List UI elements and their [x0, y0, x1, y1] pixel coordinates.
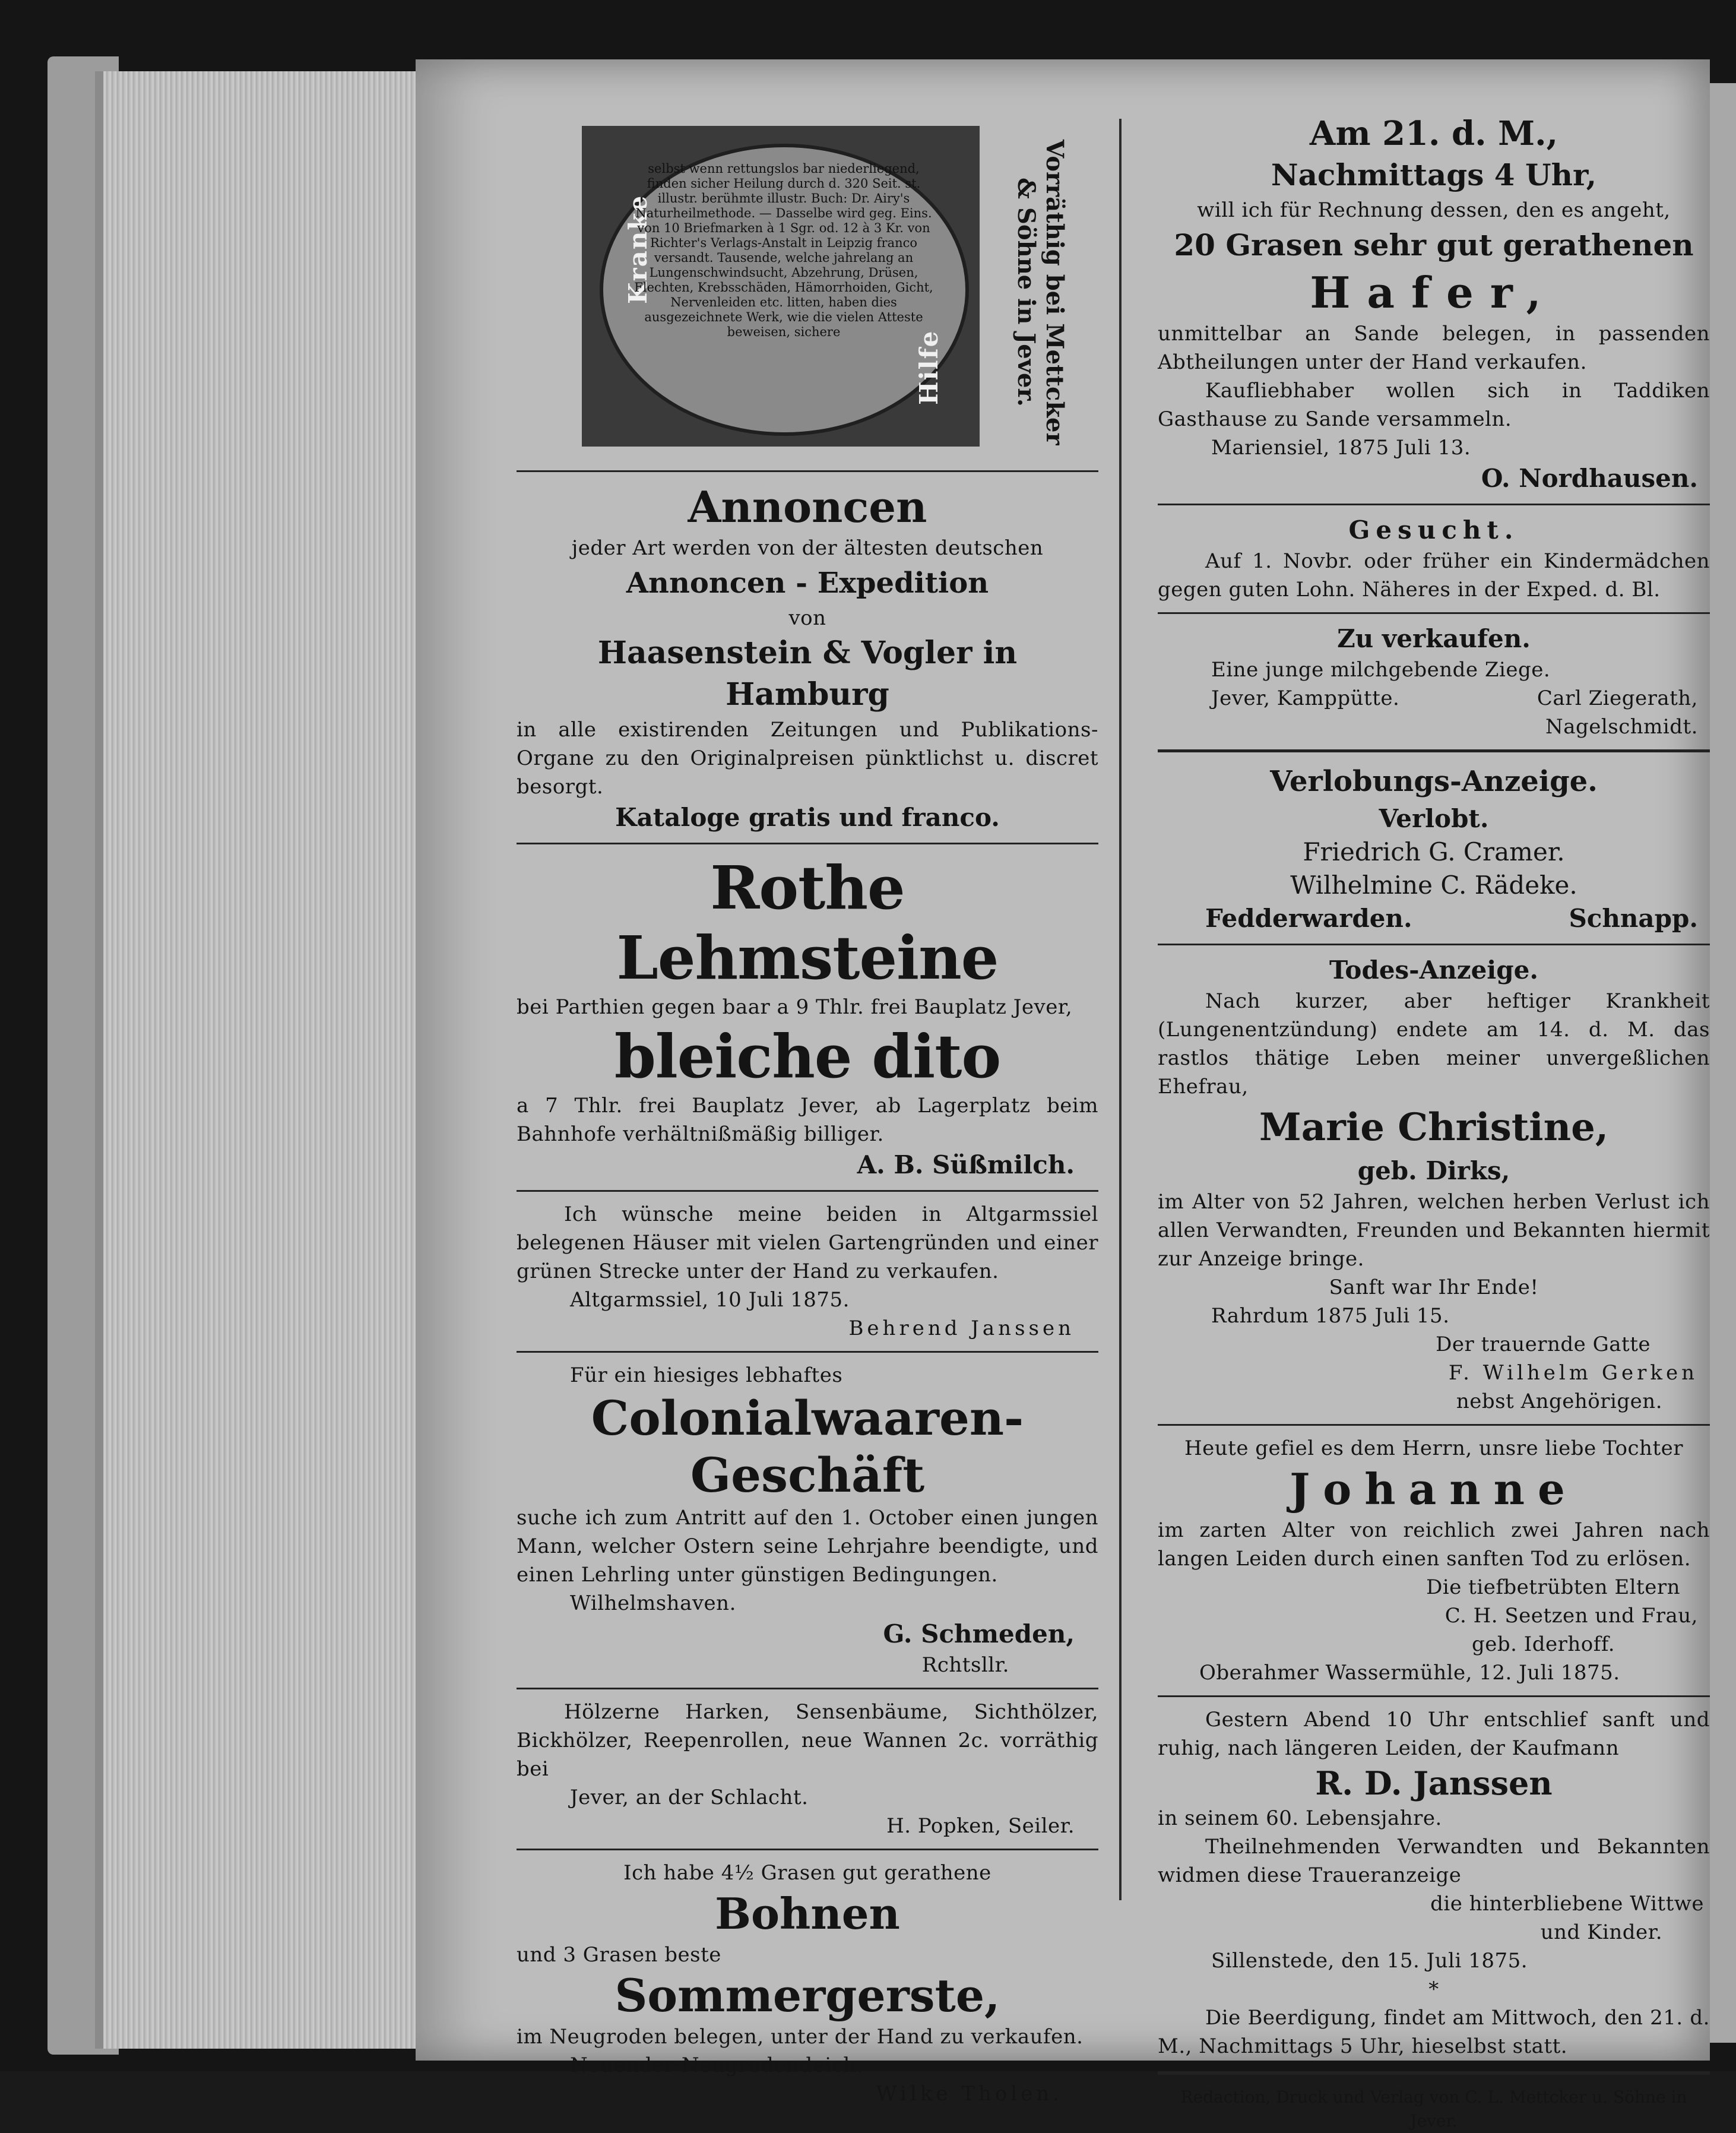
bohnen-place: Neuender-Neugrodendeich. — [570, 2053, 863, 2077]
annoncen-subtitle: Annoncen - Expedition — [626, 567, 989, 600]
haeuser-body: Ich wünsche meine beiden in Altgarmssiel belegenen Häuser mit vielen Gartengründen und einer grünen Strecke unter der Hand zu verkaufen. — [517, 1202, 1098, 1283]
todes-place: Rahrdum 1875 Juli 15. — [1211, 1304, 1450, 1328]
todes-born: geb. Dirks, — [1357, 1156, 1510, 1185]
janssen-name: R. D. Janssen — [1315, 1764, 1553, 1802]
janssen-body3: Die Beerdigung, findet am Mittwoch, den 21. d. M., Nachmittags 5 Uhr, hieselbst statt. — [1158, 2006, 1710, 2058]
janssen-signature2: und Kinder. — [1540, 1920, 1662, 1944]
colonial-title: Colonialwaaren-Geschäft — [591, 1390, 1024, 1503]
verkaufen-title: Zu verkaufen. — [1337, 624, 1531, 653]
next-page-edge — [1710, 83, 1736, 2043]
janssen-place: Sillenstede, den 15. Juli 1875. — [1211, 1949, 1528, 1973]
hafer-line2: 20 Grasen sehr gut gerathenen — [1174, 227, 1694, 262]
verlobung-title: Verlobungs-Anzeige. — [1270, 765, 1598, 798]
verlobung-name2: Wilhelmine C. Rädeke. — [1290, 871, 1577, 900]
janssen-stars: * — [1428, 1977, 1439, 2001]
right-column — [1158, 113, 1710, 2133]
rule — [517, 1688, 1098, 1689]
annoncen-title: Annoncen — [688, 482, 927, 532]
verlobung-place2: Schnapp. — [1569, 904, 1698, 933]
hafer-line: will ich für Rechnung dessen, den es angeht, — [1197, 198, 1671, 222]
rule — [1158, 612, 1710, 614]
janssen-body2: Theilnehmenden Verwandten und Bekannten widmen diese Traueranzeige — [1158, 1835, 1710, 1887]
todes-name: Marie Christine, — [1259, 1105, 1609, 1150]
verkaufen-signature: Carl Ziegerath, — [1537, 686, 1698, 710]
rule — [517, 470, 1098, 472]
annoncen-line: jeder Art werden von der ältesten deutschen — [571, 536, 1044, 560]
verkaufen-place-row — [1158, 684, 1710, 713]
verkaufen-body: Eine junge milchgebende Ziege. — [1211, 658, 1551, 682]
todes-signature2: F. Wilhelm Gerken — [1448, 1361, 1698, 1385]
bohnen-line2: und 3 Grasen beste — [517, 1943, 721, 1967]
harken-body: Hölzerne Harken, Sensenbäume, Sichthölzer, Bickhölzer, Reepenrollen, neue Wannen 2c. vorräthig bei — [517, 1700, 1098, 1781]
lehmsteine-body: bei Parthien gegen baar a 9 Thlr. frei Bauplatz Jever, — [517, 995, 1073, 1019]
annoncen-body: in alle existirenden Zeitungen und Publikations-Organe zu den Originalpreisen pünktlichst u. discret besorgt. — [517, 718, 1098, 799]
johanne-name: Johanne — [1290, 1464, 1578, 1514]
colonial-body: suche ich zum Antritt auf den 1. October einen jungen Mann, welcher Ostern seine Lehrjahre beendigte, und einen Lehrling unter günstigen Bedingungen. — [517, 1506, 1098, 1587]
lehmsteine-title2: bleiche dito — [614, 1021, 1001, 1091]
verkaufen-place: Jever, Kamppütte. — [1211, 686, 1400, 710]
johanne-signature1: Die tiefbetrübten Eltern — [1426, 1575, 1680, 1599]
column-divider — [1119, 119, 1122, 1900]
hafer-body2: Kaufliebhaber wollen sich in Taddiken Gasthause zu Sande versammeln. — [1158, 379, 1710, 431]
rule — [517, 1351, 1098, 1353]
todes-body: Nach kurzer, aber heftiger Krankheit (Lungenentzündung) endete am 14. d. M. das rastlos thätige Leben meiner unvergeßlichen Ehefrau, — [1158, 989, 1710, 1099]
janssen-body: Gestern Abend 10 Uhr entschlief sanft und ruhig, nach längeren Leiden, der Kaufmann — [1158, 1708, 1710, 1760]
advert-oval-text: selbst wenn rettungslos bar niederliegend, finden sicher Heilung durch d. 320 Seit. st. illustr. berühmte illustr. Buch: Dr. Airy's Naturheilmethode. — Dasselbe wird geg. Eins. von 10 Briefmarken à 1 Sgr. od. 12 à 3 Kr. von Richter's Verlags-Anstalt in Leipzig franco versandt. Tausende, welche jahrelang an Lungenschwindsucht, Abzehrung, Drüsen, Flechten, Krebsschäden, Hämorrhoiden, Gicht, Nervenleiden etc. litten, haben dies ausgezeichnete Werk, wie die vielen Atteste beweisen, sichere — [634, 162, 933, 339]
rule — [1158, 1695, 1710, 1697]
harken-place: Jever, an der Schlacht. — [570, 1786, 809, 1809]
rule — [1158, 1424, 1710, 1426]
verlobung-sub: Verlobt. — [1379, 804, 1489, 833]
haeuser-signature: Behrend Janssen — [848, 1316, 1075, 1340]
rule — [1158, 504, 1710, 505]
verlobung-name1: Friedrich G. Cramer. — [1303, 837, 1565, 866]
gesucht-title: Gesucht. — [1348, 515, 1519, 545]
lehmsteine-body2: a 7 Thlr. frei Bauplatz Jever, ab Lagerplatz beim Bahnhofe verhältnißmäßig billiger. — [517, 1094, 1098, 1146]
colonial-line: Für ein hiesiges lebhaftes — [570, 1363, 843, 1387]
rule — [517, 843, 1098, 844]
todes-signature1: Der trauernde Gatte — [1436, 1333, 1651, 1356]
harken-signature: H. Popken, Seiler. — [886, 1814, 1075, 1838]
stacked-page-edges — [95, 71, 436, 2049]
todes-title: Todes-Anzeige. — [1329, 955, 1538, 985]
janssen-signature1: die hinterbliebene Wittwe — [1430, 1892, 1704, 1916]
johanne-signature3: geb. Iderhoff. — [1472, 1632, 1615, 1656]
verlobung-place-row — [1158, 902, 1710, 935]
annoncen-firm: Haasenstein & Vogler in Hamburg — [597, 635, 1018, 713]
todes-body2: im Alter von 52 Jahren, welchen herben Verlust ich allen Verwandten, Freunden und Bekannten hiermit zur Anzeige bringe. — [1158, 1190, 1710, 1271]
bohnen-line: Ich habe 4½ Grasen gut gerathene — [623, 1861, 991, 1885]
hafer-title: Hafer, — [1310, 267, 1558, 318]
advert-badge-bottom: Hilfe — [914, 330, 943, 405]
advert-badge-top: Kranke — [623, 194, 652, 304]
hafer-body: unmittelbar an Sande belegen, in passenden Abtheilungen unter der Hand verkaufen. — [1158, 322, 1710, 374]
hafer-signature: O. Nordhausen. — [1481, 464, 1698, 493]
johanne-place: Oberahmer Wassermühle, 12. Juli 1875. — [1199, 1661, 1620, 1685]
left-column — [517, 119, 1098, 2108]
verlobung-place1: Fedderwarden. — [1205, 904, 1412, 933]
gesucht-body: Auf 1. Novbr. oder früher ein Kindermädchen gegen guten Lohn. Näheres in der Exped. d. Bl. — [1158, 549, 1710, 602]
woodcut-advert — [582, 126, 1069, 458]
advert-side-text: Vorräthig bei Mettcker & Söhne in Jever. — [1012, 139, 1069, 445]
johanne-body: im zarten Alter von reichlich zwei Jahren nach langen Leiden durch einen sanften Tod zu erlösen. — [1158, 1518, 1710, 1571]
colonial-signature-title: Rchtsllr. — [921, 1653, 1009, 1677]
haeuser-place: Altgarmssiel, 10 Juli 1875. — [570, 1288, 850, 1312]
lehmsteine-title: Rothe Lehmsteine — [616, 853, 999, 993]
rule — [517, 1849, 1098, 1850]
verkaufen-signature-title: Nagelschmidt. — [1545, 715, 1698, 739]
rule — [1158, 944, 1710, 945]
annoncen-footer: Kataloge gratis und franco. — [615, 803, 1000, 832]
bohnen-title: Bohnen — [715, 1888, 900, 1939]
johanne-line: Heute gefiel es dem Herrn, unsre liebe Tochter — [1184, 1436, 1683, 1460]
lehmsteine-signature: A. B. Süßmilch. — [857, 1150, 1075, 1179]
colonial-place: Wilhelmshaven. — [570, 1591, 736, 1615]
imprint: Redaction, Druck und Verlag von C. L. Mettcker u. Söhne in Jever. — [1180, 2087, 1687, 2131]
bohnen-signature: Wilke Tholen. — [876, 2082, 1063, 2106]
sommergerste-title: Sommergerste, — [614, 1969, 1000, 2022]
hafer-date: Am 21. d. M., — [1309, 114, 1558, 153]
todes-signature3: nebst Angehörigen. — [1456, 1390, 1662, 1413]
rule — [517, 1190, 1098, 1192]
colonial-signature: G. Schmeden, — [883, 1619, 1075, 1648]
rule — [1158, 2071, 1710, 2075]
janssen-age: in seinem 60. Lebensjahre. — [1158, 1806, 1442, 1830]
todes-quote: Sanft war Ihr Ende! — [1329, 1276, 1539, 1299]
bohnen-body: im Neugroden belegen, unter der Hand zu verkaufen. — [517, 2025, 1084, 2049]
johanne-signature2: C. H. Seetzen und Frau, — [1444, 1604, 1698, 1628]
annoncen-von: von — [788, 606, 826, 630]
hafer-time: Nachmittags 4 Uhr, — [1271, 157, 1597, 192]
hafer-place: Mariensiel, 1875 Juli 13. — [1211, 436, 1471, 460]
rule — [1158, 749, 1710, 752]
